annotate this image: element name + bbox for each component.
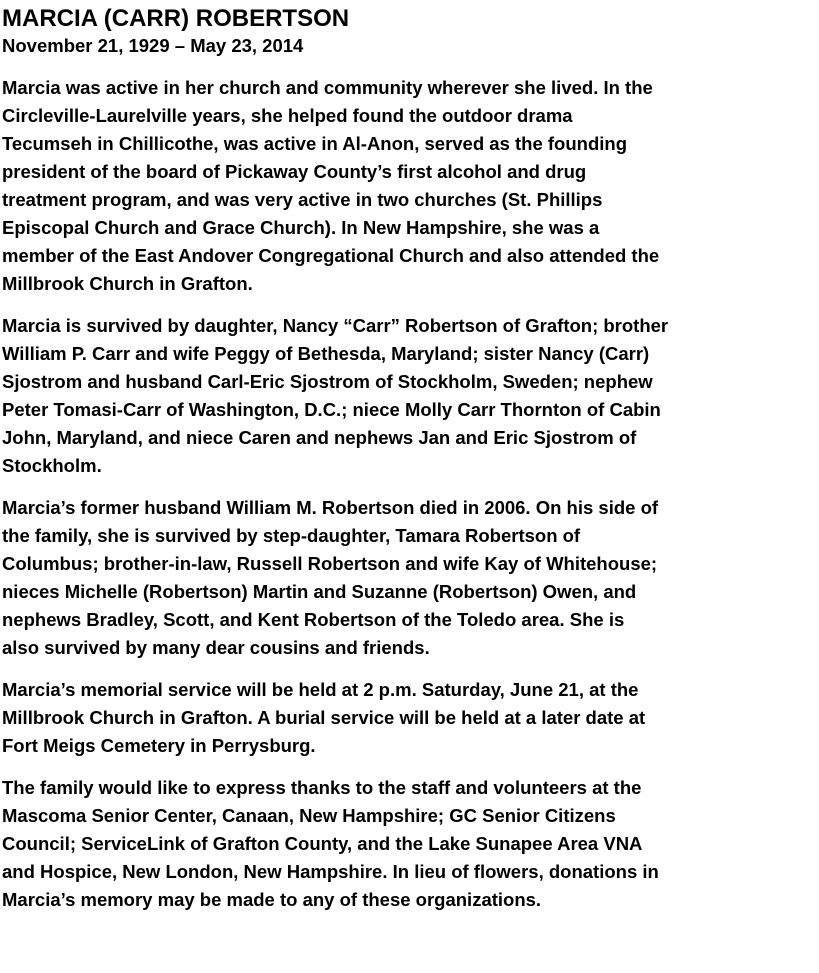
- paragraph-memorial-service: [2, 676, 819, 760]
- paragraph-community: [2, 74, 819, 298]
- text-line: and Hospice, New London, New Hampshire. In lieu of flowers, donations in: [2, 861, 659, 882]
- text-line: Fort Meigs Cemetery in Perrysburg.: [2, 735, 316, 756]
- obituary-title: MARCIA (CARR) ROBERTSON: [2, 5, 350, 32]
- text-line: John, Maryland, and niece Caren and nephews Jan and Eric Sjostrom of: [2, 427, 637, 448]
- text-line: Circleville-Laurelville years, she helped found the outdoor drama: [2, 105, 573, 126]
- text-line: Sjostrom and husband Carl-Eric Sjostrom of Stockholm, Sweden; nephew: [2, 371, 653, 392]
- text-line: The family would like to express thanks to the staff and volunteers at the: [2, 777, 642, 798]
- text-line: nephews Bradley, Scott, and Kent Robertson of the Toledo area. She is: [2, 609, 625, 630]
- text-line: president of the board of Pickaway County’s first alcohol and drug: [2, 161, 587, 182]
- text-line: Marcia’s former husband William M. Robertson died in 2006. On his side of: [2, 497, 659, 518]
- obituary-body: [2, 74, 819, 914]
- text-line: also survived by many dear cousins and friends.: [2, 637, 430, 658]
- paragraph-thanks: [2, 774, 819, 914]
- text-line: treatment program, and was very active in two churches (St. Phillips: [2, 189, 603, 210]
- text-line: Marcia’s memory may be made to any of these organizations.: [2, 889, 542, 910]
- text-line: nieces Michelle (Robertson) Martin and Suzanne (Robertson) Owen, and: [2, 581, 637, 602]
- text-line: the family, she is survived by step-daughter, Tamara Robertson of: [2, 525, 581, 546]
- text-line: Columbus; brother-in-law, Russell Robertson and wife Kay of Whitehouse;: [2, 553, 658, 574]
- paragraph-husband-family: [2, 494, 819, 662]
- text-line: William P. Carr and wife Peggy of Bethesda, Maryland; sister Nancy (Carr): [2, 343, 650, 364]
- text-line: Millbrook Church in Grafton.: [2, 273, 253, 294]
- text-line: Stockholm.: [2, 455, 102, 476]
- life-dates: November 21, 1929 – May 23, 2014: [2, 35, 304, 56]
- text-line: Episcopal Church and Grace Church). In New Hampshire, she was a: [2, 217, 600, 238]
- text-line: Marcia’s memorial service will be held at 2 p.m. Saturday, June 21, at the: [2, 679, 639, 700]
- text-line: Peter Tomasi-Carr of Washington, D.C.; niece Molly Carr Thornton of Cabin: [2, 399, 661, 420]
- text-line: Marcia is survived by daughter, Nancy “Carr” Robertson of Grafton; brother: [2, 315, 669, 336]
- text-line: Millbrook Church in Grafton. A burial service will be held at a later date at: [2, 707, 646, 728]
- text-line: Mascoma Senior Center, Canaan, New Hampshire; GC Senior Citizens: [2, 805, 616, 826]
- text-line: Council; ServiceLink of Grafton County, and the Lake Sunapee Area VNA: [2, 833, 643, 854]
- text-line: Marcia was active in her church and community wherever she lived. In the: [2, 77, 653, 98]
- text-line: member of the East Andover Congregational Church and also attended the: [2, 245, 660, 266]
- text-line: Tecumseh in Chillicothe, was active in Al-Anon, served as the founding: [2, 133, 627, 154]
- paragraph-survivors: [2, 312, 819, 480]
